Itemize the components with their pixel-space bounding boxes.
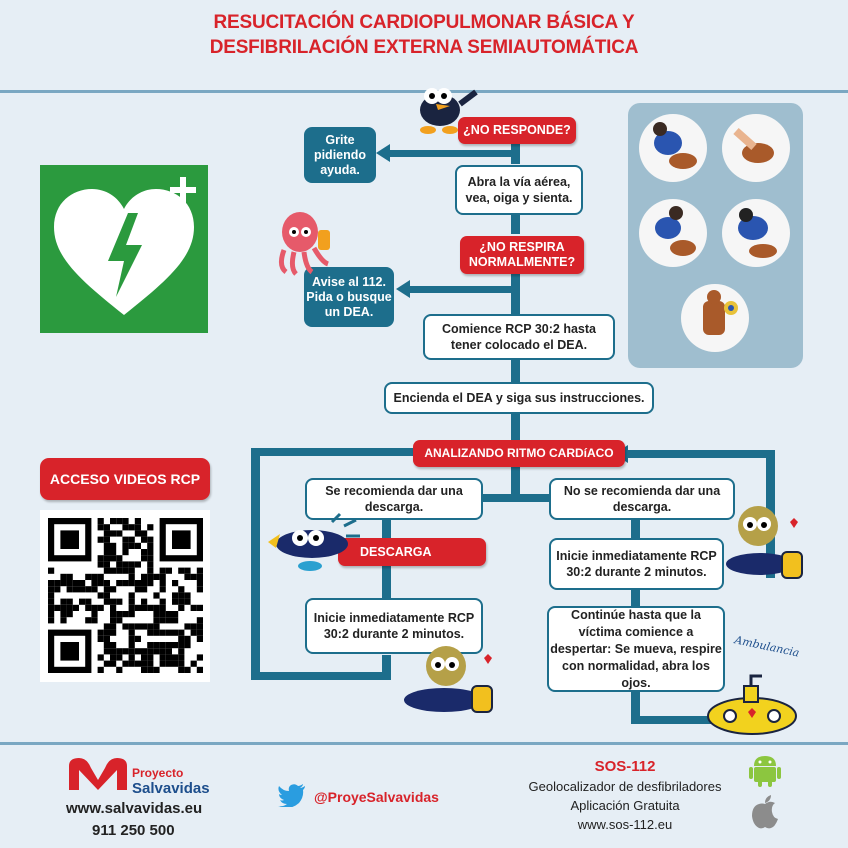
sos-line-2: Aplicación Gratuita — [570, 798, 680, 813]
arrow-left-icon — [396, 280, 410, 298]
brand-line-2: Salvavidas — [132, 780, 210, 797]
connector — [631, 590, 640, 606]
apple-icon[interactable] — [750, 794, 780, 835]
qr-code-icon[interactable] — [40, 510, 210, 682]
grite-box: Grite pidiendo ayuda. — [304, 127, 376, 183]
loop-connector — [382, 655, 391, 680]
twitter-handle[interactable]: @ProyeSalvavidas — [314, 789, 439, 805]
connector — [406, 286, 514, 293]
aed-sign-icon — [40, 165, 208, 333]
phone-number: 911 250 500 — [92, 822, 175, 839]
acceso-videos-button[interactable]: ACCESO VIDEOS RCP — [40, 458, 210, 500]
android-icon[interactable] — [748, 752, 782, 793]
octopus-character-icon — [274, 208, 338, 281]
connector — [631, 716, 711, 724]
continue-box: Continúe hasta que la víctima comience a despertar: Se mueva, respire con normalidad, abra los ojos. — [547, 606, 725, 692]
comience-box: Comience RCP 30:2 hasta tener colocado el DEA. — [423, 314, 615, 360]
connector — [511, 412, 520, 440]
no-respira-label: ¿NO RESPIRA NORMALMENTE? — [460, 236, 584, 274]
encienda-box: Encienda el DEA y siga sus instrucciones. — [384, 382, 654, 414]
connector — [511, 214, 520, 234]
connector — [382, 520, 391, 538]
website-link[interactable]: www.salvavidas.eu — [66, 800, 203, 817]
salvavidas-logo-icon — [65, 754, 131, 799]
avise-box: Avise al 112. Pida o busque un DEA. — [304, 267, 394, 327]
pufferfish-character-right-icon — [724, 500, 814, 589]
connector — [386, 150, 514, 157]
sos-line-1: Geolocalizador de desfibriladores — [528, 779, 722, 794]
page-title — [0, 10, 848, 60]
bottom-divider — [0, 742, 848, 745]
penguin-character-icon — [410, 84, 480, 141]
shocked-character-icon — [262, 512, 362, 579]
abra-box: Abra la vía aérea, vea, oiga y sienta. — [455, 165, 583, 215]
inicie-left-box: Inicie inmediatamente RCP 30:2 durante 2 minutos. — [305, 598, 483, 654]
submarine-icon — [704, 672, 800, 743]
se-recomienda-box: Se recomienda dar una descarga. — [305, 478, 483, 520]
no-se-recomienda-box: No se recomienda dar una descarga. — [549, 478, 735, 520]
descarga-label: DESCARGA — [338, 538, 486, 566]
cpr-photos-panel — [628, 103, 803, 368]
connector — [511, 358, 520, 382]
arrow-left-icon — [376, 144, 390, 162]
twitter-bird-icon — [278, 783, 306, 812]
brand-line-1: Proyecto — [132, 766, 184, 780]
inicie-right-box: Inicie inmediatamente RCP 30:2 durante 2 minutos. — [549, 538, 724, 590]
connector — [631, 520, 640, 538]
connector — [511, 272, 520, 314]
connector — [382, 566, 391, 598]
title-line-1: RESUCITACIÓN CARDIOPULMONAR BÁSICA Y — [213, 12, 635, 33]
loop-connector — [628, 450, 773, 458]
pufferfish-character-left-icon — [398, 640, 498, 727]
no-responde-label: ¿NO RESPONDE? — [458, 117, 576, 144]
loop-connector — [251, 672, 391, 680]
sos-line-3[interactable]: www.sos-112.eu — [577, 817, 673, 832]
loop-connector — [251, 448, 260, 680]
connector — [480, 494, 552, 502]
title-line-2: DESFIBRILACIÓN EXTERNA SEMIAUTOMÁTICA — [209, 37, 639, 58]
loop-connector — [251, 448, 413, 456]
analizando-label: ANALIZANDO RITMO CARDíACO — [413, 440, 625, 467]
sos-title: SOS-112 — [594, 758, 656, 775]
ambulancia-text: Ambulancia — [733, 633, 801, 660]
